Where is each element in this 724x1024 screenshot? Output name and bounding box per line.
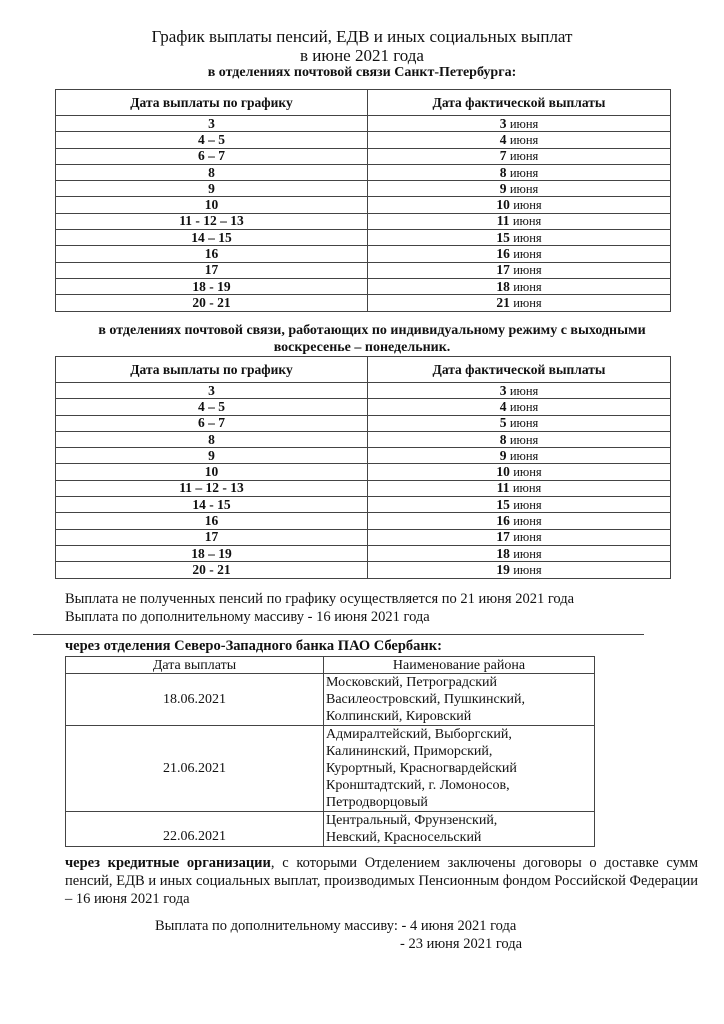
district-line: Адмиралтейский, Выборгский, [326, 727, 512, 742]
actual-day: 17 [496, 262, 510, 278]
actual-month: июня [509, 165, 539, 180]
actual-month: июня [512, 481, 542, 496]
actual-date-cell [368, 529, 671, 545]
actual-date-cell [368, 448, 671, 464]
actual-month: июня [512, 214, 542, 229]
table-row [56, 513, 671, 529]
actual-date-cell [368, 246, 671, 262]
scheduled-date-cell: 8 [56, 164, 368, 180]
table-row [56, 116, 671, 132]
column-header-scheduled: Дата выплаты по графику [56, 357, 368, 383]
actual-month: июня [513, 465, 542, 480]
scheduled-date-cell: 9 [56, 448, 368, 464]
section2-title-line2: воскресенье – понедельник. [273, 340, 451, 355]
table-row [56, 480, 671, 496]
actual-month: июня [513, 295, 542, 310]
actual-day: 4 [499, 131, 507, 147]
section2-title-line1: в отделениях почтовой связи, работающих по индивидуальному режиму с выходными [98, 323, 646, 338]
scheduled-date-cell: 10 [56, 464, 368, 480]
scheduled-date-cell: 20 - 21 [56, 562, 368, 578]
actual-date-cell [368, 278, 671, 294]
scheduled-date-cell: 9 [56, 181, 368, 197]
actual-month: июня [513, 247, 542, 262]
table-row [56, 497, 671, 513]
actual-date-cell [368, 513, 671, 529]
column-header-actual: Дата фактической выплаты [368, 357, 671, 383]
table-row [56, 262, 671, 278]
table-row [56, 246, 671, 262]
table-header-row [56, 357, 671, 383]
table-row [56, 148, 671, 164]
actual-date-cell [368, 545, 671, 561]
scheduled-date-cell: 11 – 12 - 13 [56, 480, 368, 496]
table-row [56, 197, 671, 213]
table-row [56, 529, 671, 545]
district-line: Калининский, Приморский, [326, 744, 493, 759]
actual-month: июня [509, 416, 539, 431]
actual-day: 5 [499, 415, 507, 431]
unreceived-pension-note: Выплата не полученных пенсий по графику осуществляется по 21 июня 2021 года [65, 591, 575, 607]
actual-date-cell [368, 230, 671, 246]
actual-date-cell [368, 383, 671, 399]
district-line: Центральный, Фрунзенский, [326, 813, 498, 828]
scheduled-date-cell: 3 [56, 116, 368, 132]
actual-month: июня [509, 132, 539, 147]
table-row [56, 415, 671, 431]
individual-mode-schedule-table [55, 356, 671, 579]
column-header-actual: Дата фактической выплаты [368, 90, 671, 116]
credit-organizations-text: , с которыми Отделением заключены договоры о доставке сумм пенсий, ЕДВ и иных социальных выплат, производимых Пенсионным фондом Российской Федерации – 16 июня 2021 года [65, 855, 698, 907]
actual-date-cell [368, 497, 671, 513]
actual-month: июня [509, 383, 539, 398]
scheduled-date-cell: 6 – 7 [56, 415, 368, 431]
actual-day: 18 [496, 545, 510, 561]
actual-day: 7 [499, 148, 507, 164]
table-row [56, 230, 671, 246]
table-row [56, 132, 671, 148]
actual-date-cell [368, 399, 671, 415]
actual-month: июня [513, 230, 542, 245]
actual-day: 11 [496, 213, 510, 229]
payment-date-cell: 18.06.2021 [66, 674, 324, 726]
actual-day: 16 [496, 246, 510, 262]
actual-month: июня [509, 149, 539, 164]
scheduled-date-cell: 17 [56, 529, 368, 545]
district-line: Кронштадтский, г. Ломоносов, [326, 778, 510, 793]
actual-month: июня [513, 497, 542, 512]
actual-date-cell [368, 562, 671, 578]
table-header-row [56, 90, 671, 116]
scheduled-date-cell: 14 – 15 [56, 230, 368, 246]
actual-date-cell [368, 464, 671, 480]
scheduled-date-cell: 8 [56, 431, 368, 447]
actual-date-cell [368, 295, 671, 311]
table-row [56, 295, 671, 311]
column-header-district: Наименование района [324, 657, 595, 674]
actual-day: 10 [496, 197, 510, 213]
table-row [56, 383, 671, 399]
actual-month: июня [509, 448, 539, 463]
post-office-schedule-table [55, 89, 671, 312]
scheduled-date-cell: 20 - 21 [56, 295, 368, 311]
column-header-date: Дата выплаты [66, 657, 324, 674]
scheduled-date-cell: 4 – 5 [56, 132, 368, 148]
actual-date-cell [368, 431, 671, 447]
table-header-row [66, 657, 595, 674]
actual-day: 10 [496, 464, 510, 480]
actual-month: июня [513, 530, 542, 545]
actual-date-cell [368, 480, 671, 496]
district-line: Невский, Красносельский [326, 830, 482, 845]
district-line: Курортный, Красногвардейский [326, 761, 517, 776]
actual-day: 8 [499, 164, 507, 180]
section1-title: в отделениях почтовой связи Санкт-Петербурга: [207, 65, 517, 80]
document-title: График выплаты пенсий, ЕДВ и иных социальных выплат [151, 27, 573, 46]
actual-month: июня [513, 263, 542, 278]
credit-organizations-paragraph [65, 854, 698, 908]
actual-day: 4 [499, 398, 507, 414]
district-line: Петродворцовый [326, 795, 428, 810]
table-row [56, 181, 671, 197]
actual-date-cell [368, 132, 671, 148]
actual-day: 18 [496, 278, 510, 294]
actual-day: 15 [496, 229, 510, 245]
actual-date-cell [368, 164, 671, 180]
column-header-scheduled: Дата выплаты по графику [56, 90, 368, 116]
scheduled-date-cell: 14 - 15 [56, 497, 368, 513]
actual-day: 9 [499, 447, 507, 463]
actual-month: июня [513, 546, 542, 561]
districts-cell [324, 674, 595, 726]
additional-mass-date-2: - 23 июня 2021 года [400, 936, 523, 952]
districts-cell [324, 726, 595, 812]
district-line: Московский, Петроградский [326, 675, 497, 690]
actual-day: 8 [499, 431, 507, 447]
actual-date-cell [368, 262, 671, 278]
actual-month: июня [509, 181, 539, 196]
actual-day: 19 [496, 561, 510, 577]
table-row [56, 431, 671, 447]
district-line: Василеостровский, Пушкинский, [326, 692, 526, 707]
additional-mass-date-1: - 4 июня 2021 года [401, 918, 517, 934]
actual-date-cell [368, 197, 671, 213]
actual-day: 17 [496, 529, 510, 545]
scheduled-date-cell: 10 [56, 197, 368, 213]
district-line: Колпинский, Кировский [326, 709, 472, 724]
table-row [56, 464, 671, 480]
additional-mass-dates [155, 917, 516, 935]
actual-day: 3 [499, 382, 507, 398]
scheduled-date-cell: 16 [56, 246, 368, 262]
actual-date-cell [368, 181, 671, 197]
table-row [56, 278, 671, 294]
table-row [56, 213, 671, 229]
table-row [56, 399, 671, 415]
districts-cell [324, 812, 595, 847]
scheduled-date-cell: 18 - 19 [56, 278, 368, 294]
scheduled-date-cell: 11 - 12 – 13 [56, 213, 368, 229]
actual-month: июня [513, 279, 542, 294]
document-subtitle-month: в июне 2021 года [300, 46, 424, 65]
credit-organizations-lead: через кредитные организации [65, 855, 271, 871]
table-row [66, 674, 595, 726]
scheduled-date-cell: 17 [56, 262, 368, 278]
scheduled-date-cell: 4 – 5 [56, 399, 368, 415]
actual-month: июня [509, 432, 539, 447]
actual-day: 16 [496, 513, 510, 529]
scheduled-date-cell: 16 [56, 513, 368, 529]
payment-date-cell: 21.06.2021 [66, 726, 324, 812]
sberbank-schedule-table [65, 656, 595, 847]
actual-month: июня [513, 198, 542, 213]
actual-day: 9 [499, 180, 507, 196]
actual-date-cell [368, 148, 671, 164]
actual-date-cell [368, 116, 671, 132]
scheduled-date-cell: 3 [56, 383, 368, 399]
table-row [56, 164, 671, 180]
additional-mass-note: Выплата по дополнительному массиву - 16 июня 2021 года [65, 609, 430, 625]
table-row [66, 812, 595, 847]
actual-month: июня [509, 116, 539, 131]
actual-day: 15 [496, 496, 510, 512]
actual-month: июня [513, 514, 542, 529]
actual-day: 21 [496, 294, 510, 310]
scheduled-date-cell: 18 – 19 [56, 545, 368, 561]
table-row [56, 562, 671, 578]
additional-mass-label: Выплата по дополнительному массиву: [155, 918, 398, 934]
actual-month: июня [509, 399, 539, 414]
scheduled-date-cell: 6 – 7 [56, 148, 368, 164]
table-row [66, 726, 595, 812]
table-row [56, 545, 671, 561]
section-divider [33, 634, 644, 635]
actual-day: 3 [499, 115, 507, 131]
sberbank-section-title: через отделения Северо-Западного банка ПАО Сбербанк: [65, 638, 442, 654]
actual-day: 11 [496, 480, 510, 496]
payment-date-cell: 22.06.2021 [66, 812, 324, 847]
actual-date-cell [368, 415, 671, 431]
table-row [56, 448, 671, 464]
actual-date-cell [368, 213, 671, 229]
actual-month: июня [513, 562, 542, 577]
